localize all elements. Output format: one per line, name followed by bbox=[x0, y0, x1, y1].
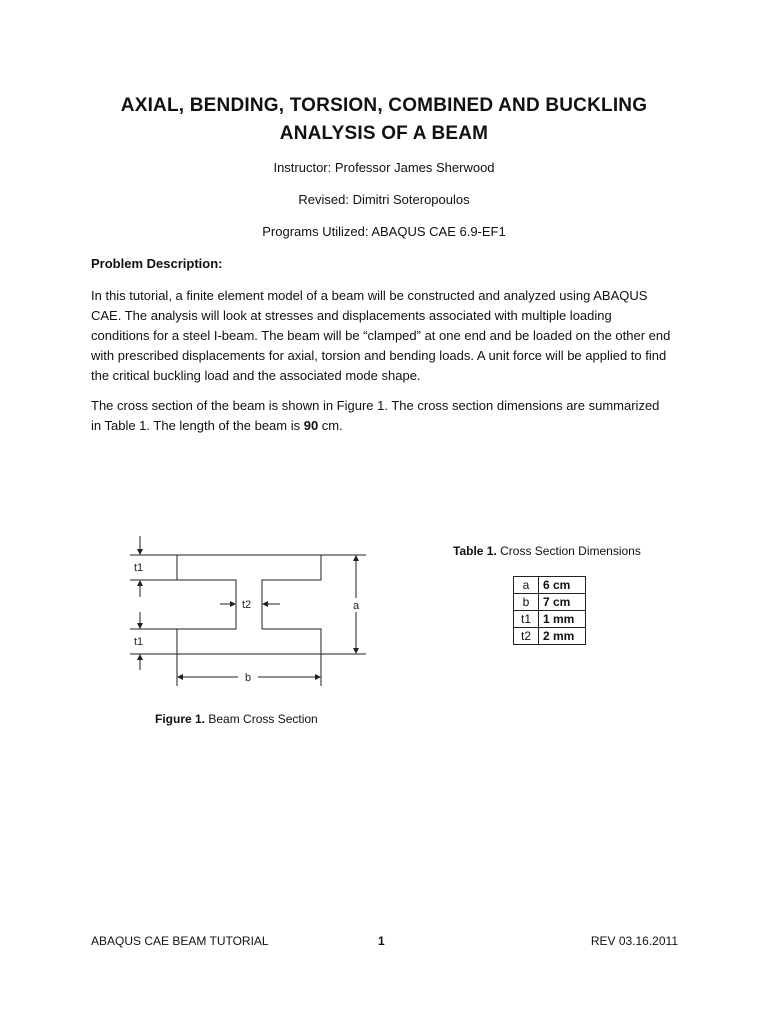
dimension-value: 7 cm bbox=[539, 594, 586, 611]
table-caption-label: Table 1. bbox=[453, 544, 497, 558]
arrow-left-icon bbox=[177, 674, 183, 680]
arrow-up-icon bbox=[137, 580, 143, 586]
table-caption-text: Cross Section Dimensions bbox=[496, 544, 641, 558]
arrow-down-icon bbox=[137, 549, 143, 555]
footer-doc-title: ABAQUS CAE BEAM TUTORIAL bbox=[91, 934, 269, 948]
figure-caption-text: Beam Cross Section bbox=[205, 712, 318, 726]
dimension-key: t2 bbox=[514, 628, 539, 645]
dimension-key: t1 bbox=[514, 611, 539, 628]
instructor-line: Instructor: Professor James Sherwood bbox=[273, 160, 495, 175]
figure-caption-label: Figure 1. bbox=[155, 712, 206, 726]
dimension-value: 6 cm bbox=[539, 577, 586, 594]
arrow-down-icon bbox=[137, 623, 143, 629]
table-row bbox=[514, 628, 586, 645]
a-label: a bbox=[353, 600, 360, 612]
programs-line: Programs Utilized: ABAQUS CAE 6.9-EF1 bbox=[262, 224, 506, 239]
revised-line: Revised: Dimitri Soteropoulos bbox=[298, 192, 470, 207]
footer-page-number: 1 bbox=[378, 934, 385, 948]
table-caption bbox=[453, 543, 641, 559]
arrow-left-icon bbox=[262, 601, 268, 607]
table-row bbox=[514, 577, 586, 594]
problem-paragraph: In this tutorial, a finite element model of a beam will be constructed and analyzed using ABAQUS CAE. The analysis will look at stresses and displacements associated with multiple loading conditions for a steel I-beam. The beam will be “clamped” at one end and be loaded on the other end with prescribed displacements for axial, torsion and bending loads. A unit force will be applied to find the critical buckling load and the associated mode shape. bbox=[91, 288, 671, 383]
dimension-key: a bbox=[514, 577, 539, 594]
figure-caption bbox=[155, 711, 318, 727]
paragraph-text: The cross section of the beam is shown in Figure 1. The cross section dimensions are summarized in Table 1. The length of the beam is bbox=[91, 398, 660, 433]
arrow-right-icon bbox=[230, 601, 236, 607]
t1-bottom-label: t1 bbox=[134, 636, 144, 648]
arrow-up-icon bbox=[137, 654, 143, 660]
dimension-key: b bbox=[514, 594, 539, 611]
dimensions-table bbox=[513, 576, 586, 645]
arrow-up-icon bbox=[353, 555, 359, 561]
arrow-down-icon bbox=[353, 648, 359, 654]
dimension-value: 2 mm bbox=[539, 628, 586, 645]
paragraph-text-end: cm. bbox=[318, 418, 343, 433]
table-row bbox=[514, 611, 586, 628]
footer-revision: REV 03.16.2011 bbox=[590, 934, 678, 948]
dimension-value: 1 mm bbox=[539, 611, 586, 628]
t1-top-label: t1 bbox=[134, 562, 144, 574]
beam-length-value: 90 bbox=[303, 418, 319, 433]
t2-label: t2 bbox=[242, 599, 252, 611]
table-row bbox=[514, 594, 586, 611]
document-title: AXIAL, BENDING, TORSION, COMBINED AND BUCKLING ANALYSIS OF A BEAM bbox=[120, 95, 648, 144]
problem-description-heading: Problem Description: bbox=[91, 256, 223, 271]
b-label: b bbox=[245, 672, 252, 684]
arrow-right-icon bbox=[315, 674, 321, 680]
